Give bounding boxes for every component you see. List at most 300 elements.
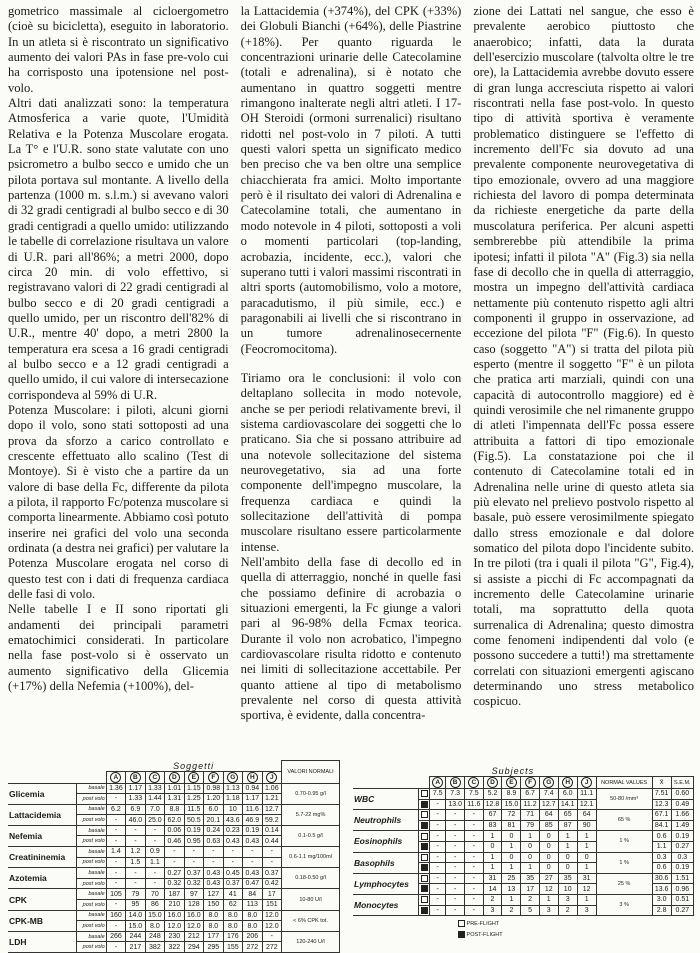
sem-value: 1.66 [671,810,693,821]
mean-header: x̄ [652,777,671,789]
blank-cell [596,766,652,777]
value-cell: - [223,847,242,858]
marker-cell [418,884,429,895]
value-cell: 1.5 [126,857,145,868]
column-1 [8,4,229,750]
mean-value: 1.1 [652,841,671,852]
blank-cell [353,777,418,789]
value-cell: 1 [483,863,502,874]
open-square-icon [421,833,428,840]
value-cell: 43.6 [223,815,242,826]
value-cell: 127 [204,889,223,900]
value-cell: 7.5 [430,789,446,800]
mean-value: 13.6 [652,884,671,895]
value-cell: 13.0 [446,799,465,810]
value-cell: 1 [558,831,577,842]
filled-square-icon [458,931,465,938]
marker-cell [418,789,429,800]
table-header-row [8,761,340,772]
value-cell: - [465,894,483,905]
value-cell: 210 [165,900,184,911]
value-cell: 31 [483,873,502,884]
value-cell: - [145,868,164,879]
value-cell: 46.0 [126,815,145,826]
value-cell: 7.4 [539,789,558,800]
subject-label: C [468,777,479,788]
value-cell: - [223,857,242,868]
legend-post [458,931,503,938]
value-cell: 105 [106,889,125,900]
value-cell: 11.6 [465,799,483,810]
value-cell: 15.0 [502,799,521,810]
value-cell: 8.0 [243,921,262,932]
marker-cell [418,820,429,831]
parameter-name: Creatininemia [8,847,77,868]
value-cell: - [446,873,465,884]
value-cell: 272 [243,942,262,953]
value-cell: 6.0 [204,804,223,815]
condition-label: post volo [77,878,106,889]
value-cell: 12.0 [184,921,203,932]
value-cell: - [446,905,465,916]
normal-value: 65 % [596,810,652,831]
condition-label: basale [77,825,106,836]
value-cell: 50.5 [184,815,203,826]
paragraph: gometrico massimale al cicloergometro (cioè su bicicletta), eseguito in laboratorio. In un atleta si è riscontrato un significativo aumento dei valori PAs in fase pre-volo cui ha corrisposto una ipotensione nel post-volo. [8,4,229,95]
value-cell: 0.19 [184,825,203,836]
subject-header [204,771,223,783]
value-cell: - [465,810,483,821]
value-cell: 1 [521,831,539,842]
condition-label: basale [77,783,106,794]
value-cell: 0.32 [165,878,184,889]
value-cell: 12.0 [165,921,184,932]
value-cell: - [446,894,465,905]
parameter-name: Azotemia [8,868,77,889]
paragraph: Tiriamo ora le conclusioni: il volo con deltaplano sollecita in modo notevole, anche se per periodi relativamente brevi, il sistema cardiovascolare dei soggetti che lo praticano. Sia che si possano attribuire ad una notevole sollecitazione del sistema neurovegetativo, sia ad una forte componente dell'impegno muscolare, la frequenza cardiaca e quindi la sollecitazione dell'attività di pompa muscolare risultano essere particolarmente intense. [240,370,462,554]
value-cell: - [106,857,125,868]
value-cell: - [165,857,184,868]
blank-cell [77,761,106,772]
paragraph: Altri dati analizzati sono: la temperatura Atmosferica a varie quote, l'Umidità Relativa e la Potenza Muscolare erogata. La T° e l'U.R. sono state valutate con uno psicrometro a bulbo secco e umido che un pilota portava sul montante. A livello della partenza (1000 m. s.l.m.) si avevano valori di 32 gradi centigradi al bulbo secco e di 30 gradi centigradi a quello umido: utilizzando le tabelle di correlazione risultava un valore di U.R. pari all'86%; a metri 2000, dopo circa 20 min. di volo effettivo, si registravano valori di 22 gradi centigradi al bulbo secco e di 20 gradi centigradi a quello umido, per un riscontro dell'82% di U.R., mentre 40' dopo, a metri 2800 la temperatura era scesa a 16 gradi centigradi al bulbo secco e a 12 gradi centigradi a quello umido, il cui valore di intersecazione corrispondeva al 59% di U.R. [8,96,229,402]
parameter-name: Lymphocytes [353,873,418,894]
subject-label: D [169,772,180,783]
value-cell: - [106,942,125,953]
value-cell: 11.1 [577,789,596,800]
open-square-icon [421,811,428,818]
table-row [8,868,340,879]
normal-value: 5.7-22 mg% [282,804,340,825]
value-cell: - [126,868,145,879]
table-title: Soggetti [173,760,215,771]
value-cell: 8.0 [204,910,223,921]
value-cell: 1.4 [106,847,125,858]
value-cell: 5 [521,905,539,916]
condition-label: post volo [77,900,106,911]
sem-value: 0.27 [671,905,693,916]
value-cell: 1 [502,863,521,874]
value-cell: 382 [145,942,164,953]
value-cell: 1.06 [262,783,281,794]
value-cell: 64 [577,810,596,821]
value-cell: - [145,825,164,836]
value-cell: 12.8 [483,799,502,810]
value-cell: 72 [502,810,521,821]
value-cell: 1.44 [145,794,164,805]
marker-cell [418,810,429,821]
condition-label: post volo [77,836,106,847]
value-cell: 12 [539,884,558,895]
value-cell: 14 [483,884,502,895]
value-cell: 59.2 [262,815,281,826]
table-header-row [353,766,694,777]
value-cell: 1 [539,894,558,905]
value-cell: - [106,794,125,805]
value-cell: - [465,884,483,895]
value-cell: 7.5 [465,789,483,800]
subject-label: E [188,772,199,783]
subject-header [106,771,125,783]
value-cell: 62.0 [165,815,184,826]
table-row [8,847,340,858]
value-cell: 1.36 [106,783,125,794]
subject-header [502,777,521,789]
value-cell: - [106,815,125,826]
value-cell: 1 [521,863,539,874]
value-cell: 155 [223,942,242,953]
value-cell: 0.14 [262,825,281,836]
value-cell: - [446,884,465,895]
value-cell: 3 [577,905,596,916]
value-cell: - [145,878,164,889]
sem-header: S.E.M. [671,777,693,789]
condition-label: post volo [77,815,106,826]
value-cell: - [446,852,465,863]
value-cell: - [204,857,223,868]
subject-header [558,777,577,789]
normal-value: 120-240 U/l [282,931,340,952]
value-cell: 64 [539,810,558,821]
value-cell: 25.0 [145,815,164,826]
value-cell: 11.6 [243,804,262,815]
value-cell: 8.0 [204,921,223,932]
value-cell: 1.33 [126,794,145,805]
value-cell: 177 [204,931,223,942]
value-cell: 0 [539,831,558,842]
value-cell: - [465,831,483,842]
value-cell: 8.0 [145,921,164,932]
value-cell: 3 [539,905,558,916]
value-cell: - [430,863,446,874]
blank-cell [418,766,429,777]
value-cell: 6.0 [558,789,577,800]
table-row [8,804,340,815]
normal-value: 0.18-0.50 g/l [282,868,340,889]
value-cell: - [465,841,483,852]
blank-cell [8,761,77,772]
subject-header [465,777,483,789]
value-cell: 0.98 [204,783,223,794]
value-cell: 266 [106,931,125,942]
normal-values-header: VALORI NORMALI [282,761,340,784]
value-cell: 1.20 [204,794,223,805]
parameter-name: Basophils [353,852,418,873]
value-cell: 35 [521,873,539,884]
subject-label: B [450,777,461,788]
value-cell: - [430,884,446,895]
value-cell: - [243,847,262,858]
subject-label: B [130,772,141,783]
value-cell: - [446,863,465,874]
parameter-name: Monocytes [353,894,418,915]
value-cell: 160 [106,910,125,921]
value-cell: 1 [483,831,502,842]
subject-label: J [581,777,592,788]
table-row [353,831,694,842]
sem-value: 0.19 [671,831,693,842]
value-cell: 12.7 [539,799,558,810]
value-cell: 2 [521,894,539,905]
table-row [353,810,694,821]
value-cell: - [126,878,145,889]
value-cell: - [126,825,145,836]
value-cell: 1.17 [126,783,145,794]
value-cell: 0.43 [223,836,242,847]
normal-value: 3 % [596,894,652,915]
value-cell: 8.9 [502,789,521,800]
filled-square-icon [421,885,428,892]
value-cell: 244 [126,931,145,942]
parameter-name: LDH [8,931,77,952]
sem-value: 0.51 [671,894,693,905]
value-cell: 1 [483,852,502,863]
subject-header [521,777,539,789]
value-cell: 83 [483,820,502,831]
subject-label: A [432,777,443,788]
filled-square-icon [421,843,428,850]
value-cell: 17 [262,889,281,900]
value-cell: 0 [502,852,521,863]
value-cell: 1 [577,863,596,874]
table-row [353,894,694,905]
open-square-icon [458,920,465,927]
text-columns [8,4,694,750]
value-cell: 0 [521,841,539,852]
table-row [353,789,694,800]
value-cell: 8.0 [243,910,262,921]
value-cell: 1.1 [145,857,164,868]
value-cell: 6.2 [106,804,125,815]
value-cell: 294 [184,942,203,953]
value-cell: 0.46 [165,836,184,847]
value-cell: 0.37 [262,868,281,879]
subject-label: F [525,777,536,788]
value-cell: 1 [502,894,521,905]
value-cell: 0.94 [243,783,262,794]
value-cell: - [430,873,446,884]
normal-value: 1 % [596,831,652,852]
table-row [8,931,340,942]
value-cell: 20.1 [204,815,223,826]
value-cell: 212 [184,931,203,942]
value-cell: 1.2 [126,847,145,858]
value-cell: 0 [502,831,521,842]
value-cell: - [184,857,203,868]
value-cell: 272 [262,942,281,953]
subject-label: J [266,772,277,783]
value-cell: 12.0 [262,910,281,921]
value-cell: 0.43 [243,868,262,879]
value-cell: 81 [502,820,521,831]
value-cell: 14.1 [558,799,577,810]
paragraph: la Lattacidemia (+374%), del CPK (+33%) dei Globuli Bianchi (+64%), delle Piastrine (+18%). Per quanto riguarda le concentrazioni urinarie delle Catecolamine (totali e adrenalina), si è notato che aumentano in quattro soggetti mentre rimangono inalterate negli altri atleti. I 17-OH Steroidi (ormoni surrenalici) risultano ridotti nel post-volo in 7 piloti. A tutti questi valori spetta un significato medico ben preciso che va ben oltre una semplice chiacchierata fra amici. Molto importante però è il risultato dei valori di Adrenalina e Catecolamine totali, che aumentano in modo notevole in 4 piloti, sottoposti a voli o momenti particolari (top-landing, acrobazia, incidente, ecc.), valori che superano tutti i valori massimi riscontrati in altri sports (automobilismo, volo a motore, paracadutismo, il più simile, ecc.) e paragonabili ai livelli che si riscontrano in un tumore adrenalinosecernente (Feocromocitoma). [240,4,462,356]
value-cell: 87 [558,820,577,831]
subject-header [126,771,145,783]
subject-label: H [247,772,258,783]
normal-value: 10-80 U/l [282,889,340,910]
value-cell: 1.18 [223,794,242,805]
condition-label: basale [77,847,106,858]
paragraph: Nelle tabelle I e II sono riportati gli andamenti dei principali parametri ematochimici considerati. In particolare nella fase post-volo si è osservato un aumento significativo della Glicemia (+17%) della Nefemia (+100%), del- [8,602,229,694]
legend-pre [458,920,503,927]
value-cell: - [204,847,223,858]
value-cell: 8.0 [223,910,242,921]
value-cell: 2 [558,905,577,916]
value-cell: 12.1 [577,799,596,810]
table-row [8,889,340,900]
subject-header [165,771,184,783]
column-2 [241,4,462,750]
value-cell: 0.37 [223,878,242,889]
value-cell: 10 [223,804,242,815]
condition-label: post volo [77,857,106,868]
subject-header [430,777,446,789]
mean-value: 2.8 [652,905,671,916]
subject-header [262,771,281,783]
table-row [8,825,340,836]
value-cell: - [262,857,281,868]
value-cell: 322 [165,942,184,953]
subject-header [483,777,502,789]
marker-cell [418,799,429,810]
value-cell: 113 [243,900,262,911]
table-1-blood-values [8,760,340,953]
blank-cell [671,766,693,777]
sem-value: 0.60 [671,789,693,800]
value-cell: 1.17 [243,794,262,805]
sem-value: 0.96 [671,884,693,895]
value-cell: 0.37 [184,868,203,879]
value-cell: 12 [577,884,596,895]
value-cell: - [446,810,465,821]
value-cell: 1.15 [184,783,203,794]
table-2-legend [458,920,503,942]
value-cell: 10 [558,884,577,895]
value-cell: - [465,863,483,874]
value-cell: 14.0 [126,910,145,921]
subject-header [577,777,596,789]
value-cell: 0.47 [243,878,262,889]
value-cell: 1 [577,841,596,852]
value-cell: 248 [145,931,164,942]
value-cell: 8.0 [223,921,242,932]
table-row [8,783,340,794]
subject-row [353,777,694,789]
value-cell: - [106,825,125,836]
value-cell: 0 [539,852,558,863]
parameter-name: Glicemia [8,783,77,804]
value-cell: 1.25 [184,794,203,805]
value-cell: 295 [204,942,223,953]
normal-value: 0.1-0.5 g/l [282,825,340,846]
value-cell: 46.9 [243,815,262,826]
value-cell: - [465,873,483,884]
mean-value: 3.0 [652,894,671,905]
normal-value: < 6% CPK tot. [282,910,340,931]
mean-value: 84.1 [652,820,671,831]
marker-cell [418,894,429,905]
value-cell: 0 [539,841,558,852]
value-cell: 0.9 [145,847,164,858]
value-cell: 85 [539,820,558,831]
parameter-name: Neutrophils [353,810,418,831]
value-cell: 176 [223,931,242,942]
mean-value: 0.3 [652,852,671,863]
value-cell: 41 [223,889,242,900]
value-cell: 25 [502,873,521,884]
value-cell: 1 [577,894,596,905]
value-cell: 1.13 [223,783,242,794]
value-cell: - [430,852,446,863]
mean-value: 0.6 [652,831,671,842]
value-cell: 17 [521,884,539,895]
table-row [8,910,340,921]
value-cell: 67 [483,810,502,821]
value-cell: 0.19 [243,825,262,836]
value-cell: - [106,878,125,889]
value-cell: 1.21 [262,794,281,805]
subject-label: F [208,772,219,783]
filled-square-icon [421,864,428,871]
mean-value: 12.3 [652,799,671,810]
value-cell: 31 [577,873,596,884]
sem-value: 0.3 [671,852,693,863]
condition-label: post volo [77,794,106,805]
subject-label: G [543,777,554,788]
condition-label: post volo [77,942,106,953]
value-cell: 0.63 [204,836,223,847]
value-cell: 0.95 [184,836,203,847]
value-cell: 35 [558,873,577,884]
mean-value: 0.6 [652,863,671,874]
table-row [353,873,694,884]
value-cell: 3 [483,905,502,916]
parameter-name: Nefemia [8,825,77,846]
condition-label: basale [77,931,106,942]
value-cell: 0.06 [165,825,184,836]
value-cell: - [446,831,465,842]
value-cell: 16.0 [165,910,184,921]
value-cell: 0.45 [223,868,242,879]
paragraph: zione dei Lattati nel sangue, che esso è prevalente aerobico piuttosto che anaerobico; infatti, data la durata dell'esercizio muscolare (talvolta oltre le tre ore), la Lattacidemia avrebbe dovuto essere di gran lunga accresciuta rispetto ai valori riscontrati nella fase post-volo. In questo tipo di attività sportiva è veramente problematico distinguere se l'effetto di incremento dell'Fc sia dovuto ad una prevalente componente neurovegetativa di tipo emozionale, ovvero ad una maggiore richiesta del lavoro di pompa determinata da richieste energetiche da parte della muscolatura periferica. Per alcuni aspetti sembrerebbe più attendibile la prima ipotesi; infatti il pilota "A" (Fig.3) sia nella fase di decollo che in quella di atterraggio, mostra un impegno dell'attività cardiaca nettamente più contenuto rispetto agli altri componenti il gruppo in osservazione, ad eccezione del pilota "F" (Fig.6). In questo caso (soggetto "A") si tratta del pilota più esperto (mentre il soggetto "F" è un pilota che pratica arti marziali, quindi con una capacità di autocontrollo maggiore) ed è quindi verosimile che nel rimanente gruppo di atleti l'impennata dell'Fc possa essere attribuita a fattori di tipo emozionale (Fig.5). La constatazione poi che il contenuto di Catecolamine totali ed in Adrenalina nelle urine di questo atleta sia più elevato nel prelievo postvolo rispetto al basale, può essere verosimilmente spiegato dallo stress emozionale e dal dolore somatico del pilota dopo l'incidente subito. In tre piloti (tra i quali il pilota "G", Fig.4), si assiste a picchi di Fc accompagnati da incremento delle Catecolamine urinarie totali, ma soprattutto della quota surrenalica di Adrenalina; questo dimostra come fenomeni indipendenti dal volo (e possono succedere a tutti!) ma strettamente correlati con situazioni emergenti agiscano determinando uno stress metabolico cospicuo. [473,4,695,709]
value-cell: 217 [126,942,145,953]
subject-header [184,771,203,783]
normal-values-header: NORMAL VALUES [596,777,652,789]
value-cell: 5.2 [483,789,502,800]
open-square-icon [421,790,428,797]
value-cell: 3 [558,894,577,905]
subject-header [145,771,164,783]
